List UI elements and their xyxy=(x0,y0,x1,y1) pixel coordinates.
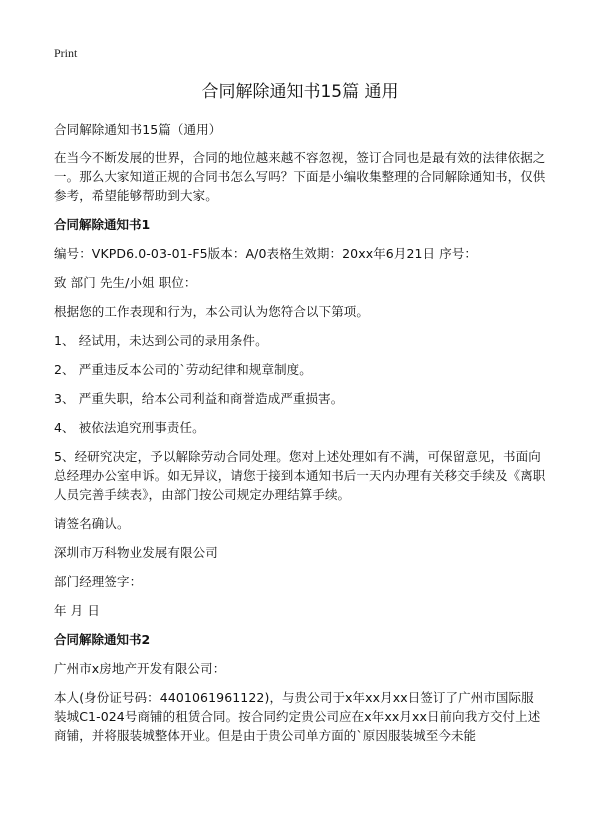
section-2-heading: 合同解除通知书2 xyxy=(54,632,151,647)
page-title: 合同解除通知书15篇 通用 xyxy=(201,82,399,102)
date-line: 年 月 日 xyxy=(54,603,100,618)
intro-paragraph: 在当今不断发展的世界，合同的地位越来越不容忽视，签订合同也是最有效的法律依据之一。那么大家知道正规的合同书怎么写吗？下面是小编收集整理的合同解除通知书，仅供参考，希望能够帮助到大家。 xyxy=(54,150,546,203)
list-item: 4、 被依法追究刑事责任。 xyxy=(54,420,205,435)
section-2-body: 本人(身份证号码：4401061961122)，与贵公司于x年xx月xx日签订了广州市国际服装城C1-024号商铺的租赁合同。按合同约定贵公司应在x年xx月xx日前向我方交付上述商铺，并将服装城整体开业。但是由于贵公司单方面的`原因服装城至今未能 xyxy=(54,690,541,743)
list-item: 3、 严重失职，给本公司利益和商誉造成严重损害。 xyxy=(54,391,344,406)
list-item: 2、 严重违反本公司的`劳动纪律和规章制度。 xyxy=(54,362,312,377)
addressee-line: 广州市x房地产开发有限公司： xyxy=(54,661,226,676)
manager-signature-line: 部门经理签字： xyxy=(54,574,143,589)
basis-paragraph: 根据您的工作表现和行为，本公司认为您符合以下第项。 xyxy=(54,304,370,319)
print-link[interactable]: Print xyxy=(54,46,78,60)
company-name: 深圳市万科物业发展有限公司 xyxy=(54,545,218,560)
document-body xyxy=(54,120,546,755)
section-1-heading: 合同解除通知书1 xyxy=(54,217,151,232)
list-item: 1、 经试用，未达到公司的录用条件。 xyxy=(54,333,268,348)
list-item: 5、经研究决定，予以解除劳动合同处理。您对上述处理如有不满，可保留意见，书面向总经理办公室申诉。如无异议，请您于接到本通知书后一天内办理有关移交手续及《离职人员完善手续表》，由部门按公司规定办理结算手续。 xyxy=(54,449,546,502)
document-subtitle: 合同解除通知书15篇（通用） xyxy=(54,122,222,137)
code-line: 编号：VKPD6.0-03-01-F5版本：A/0表格生效期：20xx年6月21日 序号： xyxy=(54,246,478,261)
sign-request: 请签名确认。 xyxy=(54,516,130,531)
to-line: 致 部门 先生/小姐 职位： xyxy=(54,275,197,290)
